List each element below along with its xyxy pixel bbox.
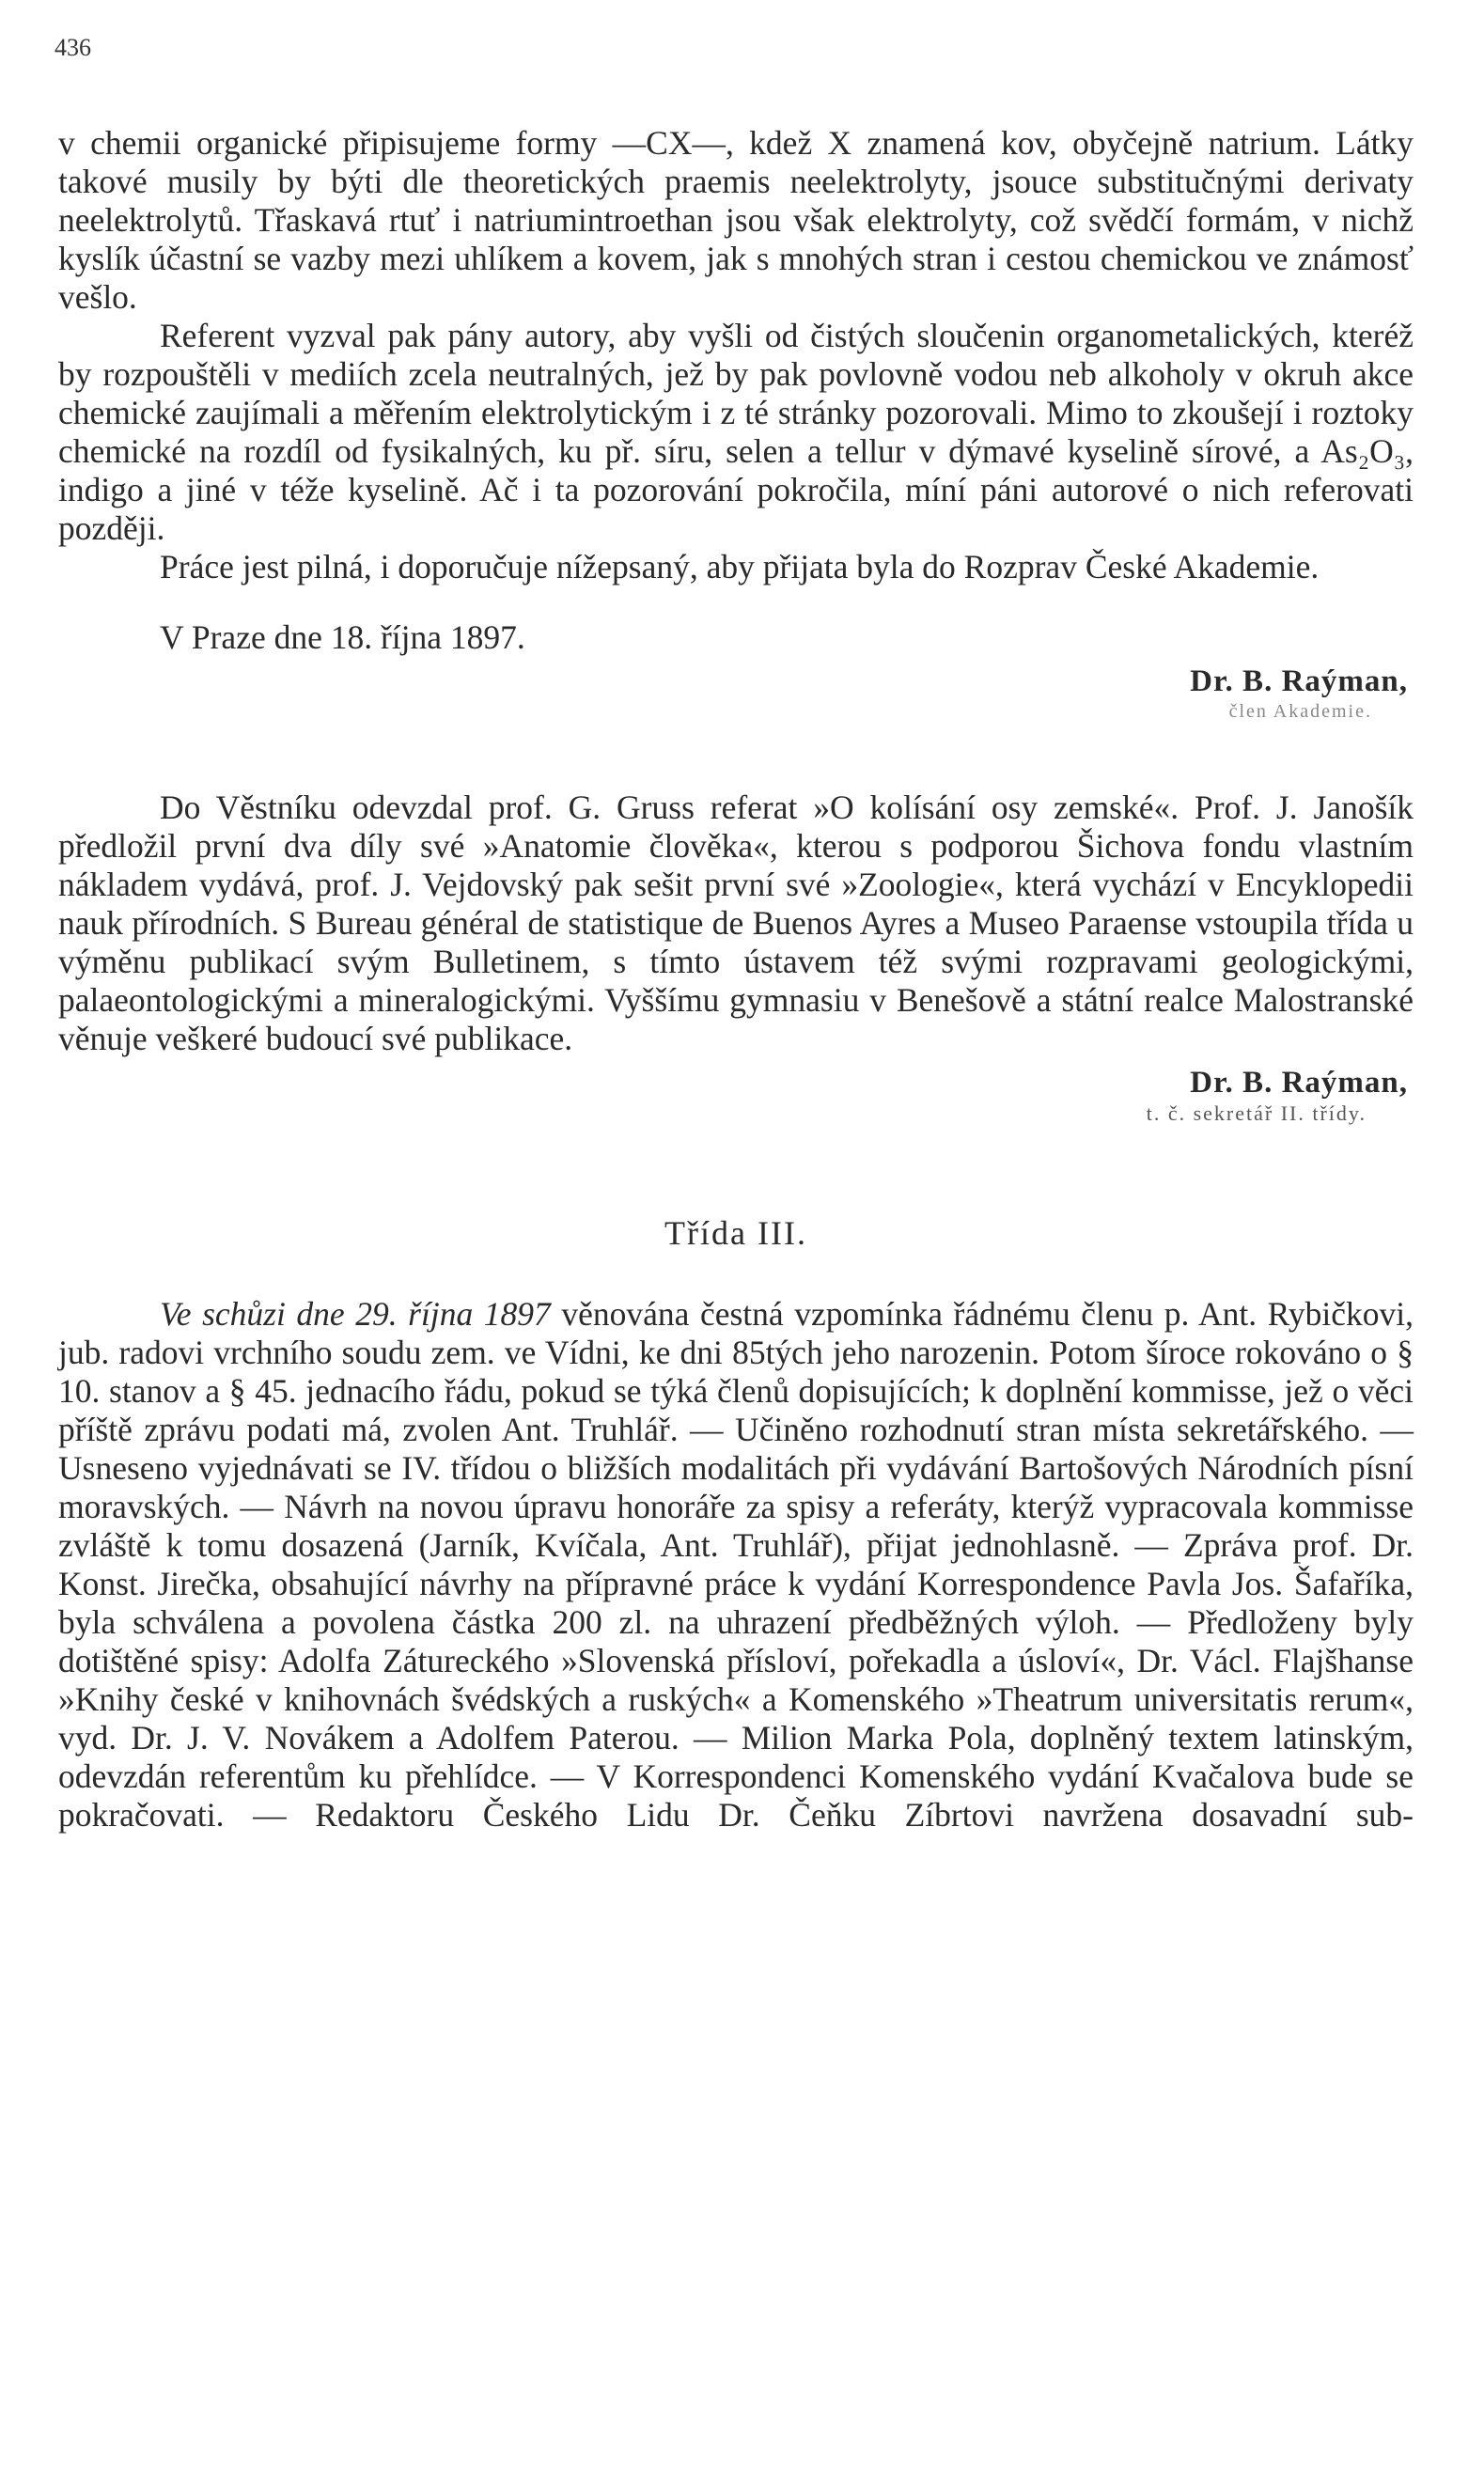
paragraph-recommendation: Práce jest pilná, i doporučuje nížepsaný, aby přijata byla do Rozprav České Akademie.: [160, 548, 1320, 586]
signature-name-2: Dr. B. Raýman,: [1190, 1066, 1408, 1100]
signature-block-2: [58, 1064, 1414, 1126]
meeting-date-italic: Ve schůzi dne 29. října 1897: [160, 1295, 551, 1333]
signature-block: [58, 663, 1414, 723]
signature-role: člen Akademie.: [1228, 701, 1372, 722]
section-heading: Třída III.: [664, 1214, 807, 1252]
spacer: [58, 723, 1414, 789]
spacer: [58, 1126, 1414, 1212]
signature-name: Dr. B. Raýman,: [1190, 664, 1408, 698]
paragraph-class-two: Do Věstníku odevzdal prof. G. Gruss referat »O kolísání osy zemské«. Prof. J. Janošík předložil první dva díly své »Anatomie člověka«, kterou s podporou Šichova fondu vlastním nákladem vydává, prof. J. Vejdovský pak sešit první své »Zoologie«, která vychází v Encyklopedii nauk přírodních. S Bureau général de statistique de Buenos Ayres a Museo Paraense vstoupila třída u výměnu publikací svým Bulletinem, s tímto ústavem též svými rozpravami geologickými, palaeontologickými a mineralogickými. Vyššímu gymnasiu v Benešově a státní realce Malostranské věnuje veškeré budoucí své publikace.: [58, 789, 1414, 1057]
paragraph-class-three-text: věnována čestná vzpomínka řádnému členu p. Ant. Rybičkovi, jub. radovi vrchního soudu zem. ve Vídni, ke dni 85tých jeho narozenin. Potom šíroce rokováno o § 10. stanov a § 45. jednacího řádu, pokud se týká členů dopisujících; k doplnění kommisse, jež o věci příště zprávu podati má, zvolen Ant. Truhlář. — Učiněno rozhodnutí stran místa sekretářského. — Usneseno vyjednávati se IV. třídou o bližších modalitách při vydávání Bartošových Národních písní moravských. — Návrh na novou úpravu honoráře za spisy a referáty, kterýž vypracovala kommisse zvláště k tomu dosazená (Jarník, Kvíčala, Ant. Truhlář), přijat jednohlasně. — Zpráva prof. Dr. Konst. Jirečka, obsahující návrhy na přípravné práce k vydání Korrespondence Pavla Jos. Šafaříka, byla schválena a povolena částka 200 zl. na uhrazení předběžných výloh. — Předloženy byly dotištěné spisy: Adolfa Zátureckého »Slovenská přísloví, pořekadla a úsloví«, Dr. Václ. Flajšhanse »Knihy české v knihovnách švédských a ruských« a Komenského »Theatrum universitatis rerum«, vyd. Dr. J. V. Novákem a Adolfem Paterou. — Milion Marka Pola, doplněný textem latinským, odevzdán referentům ku přehlídce. — V Korrespondenci Komenského vydání Kvačalova bude se pokračovati. — Redaktoru Českého Lidu Dr. Čeňku Zíbrtovi navržena dosavadní sub-: [58, 1295, 1414, 1834]
page-body: [58, 124, 1414, 1835]
date-line: V Praze dne 18. října 1897.: [160, 618, 525, 656]
paragraph-referent-request: Referent vyzval pak pány autory, aby vyšli od čistých sloučenin organometalických, kteréž by rozpouštěli v mediích zcela neutralných, jež by pak povlovně vodou neb alkoholy v okruh akce chemické zaujímali a měřením elektrolytickým i z té stránky pozorovali. Mimo to zkoušejí i roztoky chemické na rozdíl od fysikalných, ku př. síru, selen a tellur v dýmavé kyselině sírové, a As₂O₃, indigo a jiné v téže kyselině. Ač i ta pozorování pokročila, míní páni autorové o nich referovati později.: [58, 317, 1414, 547]
paragraph-chemistry-continuation: v chemii organické připisujeme formy —CX—, kdež X znamená kov, obyčejně natrium. Látky takové musily by býti dle theoretických praemis neelektrolyty, jsouce substitučnými derivaty neelektrolytů. Třaskavá rtuť i natriumintroethan jsou však elektrolyty, což svědčí formám, v nichž kyslík účastní se vazby mezi uhlíkem a kovem, jak s mnohých stran i cestou chemickou ve známosť vešlo.: [58, 124, 1414, 316]
class-two-section: [58, 789, 1414, 1126]
page-number: 436: [55, 34, 91, 61]
class-three-section: [58, 1212, 1414, 1835]
paragraph-class-three: [58, 1295, 1414, 1835]
report-section: [58, 124, 1414, 723]
signature-role-2: t. č. sekretář II. třídy.: [1146, 1101, 1367, 1125]
